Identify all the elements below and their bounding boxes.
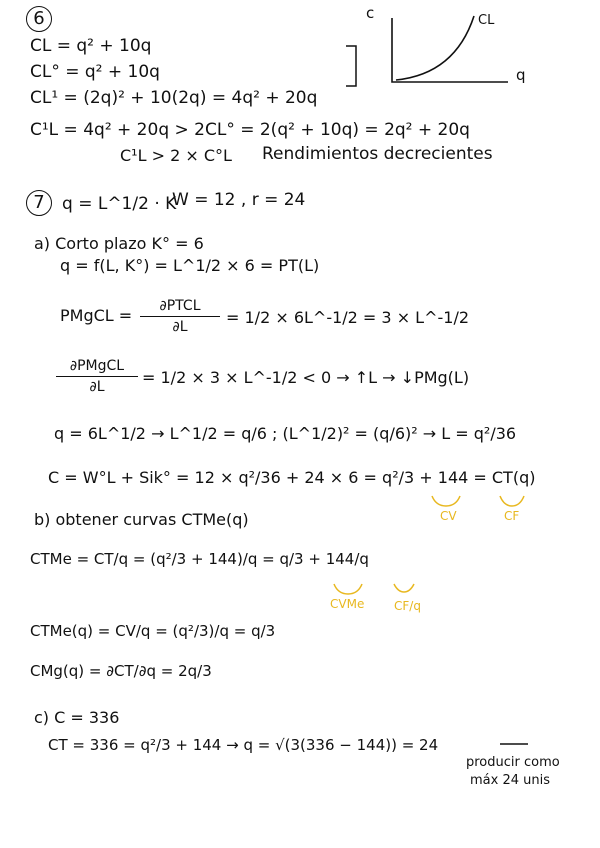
cf-brace [500,496,524,506]
cvme-brace [334,584,362,594]
pmg-denominator: ∂L [172,319,188,335]
quantity-solve: CT = 336 = q²/3 + 144 → q = √(3(336 − 144)) = 24 [48,736,439,754]
pmg-result: = 1/2 × 6L^-1/2 = 3 × L^-1/2 [226,308,470,327]
cl-comparison: C¹L = 4q² + 20q > 2CL° = 2(q² + 10q) = 2q² + 20q [30,120,470,140]
cl-conclusion-left: C¹L > 2 × C°L [120,146,232,165]
cvme-label: CVMe [330,597,365,611]
section-a-title: a) Corto plazo K° = 6 [34,234,204,253]
note-line-2: máx 24 unis [470,773,550,788]
cmg-equation: CMg(q) = ∂CT/∂q = 2q/3 [30,662,212,680]
pmg-numerator: ∂PTCL [159,298,201,314]
pmg-derivative-fraction [56,358,138,395]
pmg-fraction-bar [140,316,220,317]
production-function: q = L^1/2 · K [62,194,177,214]
cv-label: CV [440,509,457,523]
section-c-title: c) C = 336 [34,708,120,727]
exercise-7-number: 7 [26,190,52,216]
graph-curve-label: CL [478,13,495,28]
cl0-equation: CL° = q² + 10q [30,62,160,82]
cf-label: CF [504,509,520,523]
short-run-production: q = f(L, K°) = L^1/2 × 6 = PT(L) [60,256,320,275]
graph-curve [396,16,474,80]
cl-conclusion-right: Rendimientos decrecientes [262,144,493,164]
pmg-derivative-result: = 1/2 × 3 × L^-1/2 < 0 → ↑L → ↓PMg(L) [142,368,470,387]
cvme-equation: CTMe(q) = CV/q = (q²/3)/q = q/3 [30,622,276,640]
pmg-derivative-bar [56,376,138,377]
note-line-1: producir como [466,755,560,770]
cl1-equation: CL¹ = (2q)² + 10(2q) = 4q² + 20q [30,88,318,108]
cv-brace [432,496,460,506]
labor-solve: q = 6L^1/2 → L^1/2 = q/6 ; (L^1/2)² = (q/6)² → L = q²/36 [54,424,517,443]
pmg-derivative-numerator: ∂PMgCL [69,358,125,374]
input-prices: W = 12 , r = 24 [172,190,306,210]
graph-axes [392,18,508,82]
cfq-brace [394,584,414,592]
pmg-label: PMgCL = [60,306,133,325]
graph-y-label: c [366,4,375,22]
pmg-fraction [140,298,220,335]
section-b-title: b) obtener curvas CTMe(q) [34,510,249,529]
cost-function: C = W°L + Sik° = 12 × q²/36 + 24 × 6 = q²/3 + 144 = CT(q) [48,468,536,487]
cl-equation: CL = q² + 10q [30,36,152,56]
bracket [346,46,356,86]
exercise-6-number: 6 [26,6,52,32]
graph-x-label: q [516,66,526,84]
cf-over-q-label: CF/q [394,599,421,613]
ctme-equation: CTMe = CT/q = (q²/3 + 144)/q = q/3 + 144/q [30,550,369,568]
pmg-derivative-denominator: ∂L [89,379,105,395]
